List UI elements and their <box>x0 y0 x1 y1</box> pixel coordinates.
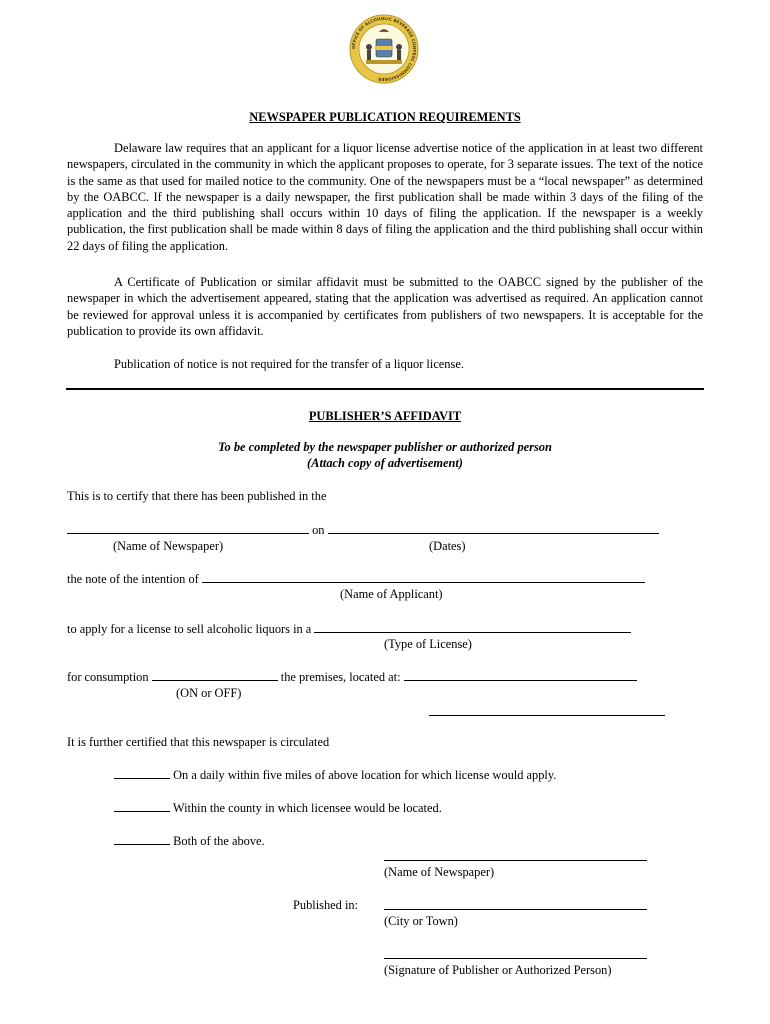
option-both-checkline[interactable] <box>114 833 170 845</box>
further-certified-text: It is further certified that this newspaper is circulated <box>67 735 330 749</box>
requirements-paragraph-2: A Certificate of Publication or similar affidavit must be submitted to the OABCC signed by the publisher of the newspaper in which the advertisement appeared, stating that the application was advertised as required. An application cannot be reviewed for approval unless it is accompanied by certificates from publishers of two newspapers. It is acceptable for the publication to provide its own affidavit. <box>67 275 703 338</box>
affidavit-subtitle: To be completed by the newspaper publisher or authorized person <box>218 440 552 454</box>
dates-field[interactable] <box>328 522 659 534</box>
sig-newspaper-name-field[interactable] <box>384 849 647 861</box>
applicant-name-caption: (Name of Applicant) <box>340 587 443 601</box>
affidavit-attach-note: (Attach copy of advertisement) <box>307 456 463 470</box>
apply-license-label: to apply for a license to sell alcoholic liquors in a <box>67 622 312 636</box>
premises-label: the premises, located at: <box>280 670 401 684</box>
license-type-caption: (Type of License) <box>384 637 472 651</box>
city-town-field[interactable] <box>384 898 647 910</box>
option-county-label: Within the county in which licensee would be located. <box>172 801 442 815</box>
requirements-paragraph-1: Delaware law requires that an applicant for a liquor license advertise notice of the application in at least two different newspapers, circulated in the community in which the applicant proposes to operate, for 3 separate issues. The text of the notice is the same as that used for mailed notice to the community. One of the newspapers must be a “local newspaper” as determined by the OABCC. If the newspaper is a daily newspaper, the first publication shall be made within 3 days of the filing of the application and the third publishing shall occurs within 10 days of filing the application. If the newspaper is a weekly publication, the first publication shall be made within 8 days of filing the application and the third publishing shall occur within 22 days of filing the application. <box>67 141 703 253</box>
option-both-label: Both of the above. <box>173 834 265 848</box>
seal-ring-text: OFFICE OF ALCOHOLIC BEVERAGE CONTROL COMMISSIONER <box>350 15 418 83</box>
on-label: on <box>312 523 325 537</box>
dates-caption: (Dates) <box>429 539 466 553</box>
on-off-field[interactable] <box>152 669 278 681</box>
premises-address-field[interactable] <box>404 669 637 681</box>
option-county-checkline[interactable] <box>114 800 170 812</box>
license-type-field[interactable] <box>314 621 631 633</box>
certify-text: This is to certify that there has been published in the <box>67 489 327 503</box>
newspaper-name-field[interactable] <box>67 522 309 534</box>
page-title: NEWSPAPER PUBLICATION REQUIREMENTS <box>249 110 521 124</box>
sig-newspaper-name-caption: (Name of Newspaper) <box>384 865 495 879</box>
applicant-name-field[interactable] <box>202 571 645 583</box>
option-daily-label: On a daily within five miles of above location for which license would apply. <box>173 768 557 782</box>
for-consumption-label: for consumption <box>67 670 149 684</box>
on-off-caption: (ON or OFF) <box>176 686 242 700</box>
city-town-caption: (City or Town) <box>384 914 458 928</box>
published-in-label: Published in: <box>293 898 359 912</box>
note-intention-label: the note of the intention of <box>67 572 199 586</box>
signature-caption: (Signature of Publisher or Authorized Person) <box>384 963 612 977</box>
section-divider <box>66 388 704 390</box>
premises-address-field-line-2[interactable] <box>429 704 665 716</box>
affidavit-title: PUBLISHER’S AFFIDAVIT <box>308 409 462 423</box>
option-daily-checkline[interactable] <box>114 767 170 779</box>
oabcc-seal-logo <box>349 14 419 84</box>
signature-field[interactable] <box>384 947 647 959</box>
requirements-paragraph-3: Publication of notice is not required for the transfer of a liquor license. <box>114 357 464 371</box>
newspaper-name-caption: (Name of Newspaper) <box>113 539 224 553</box>
